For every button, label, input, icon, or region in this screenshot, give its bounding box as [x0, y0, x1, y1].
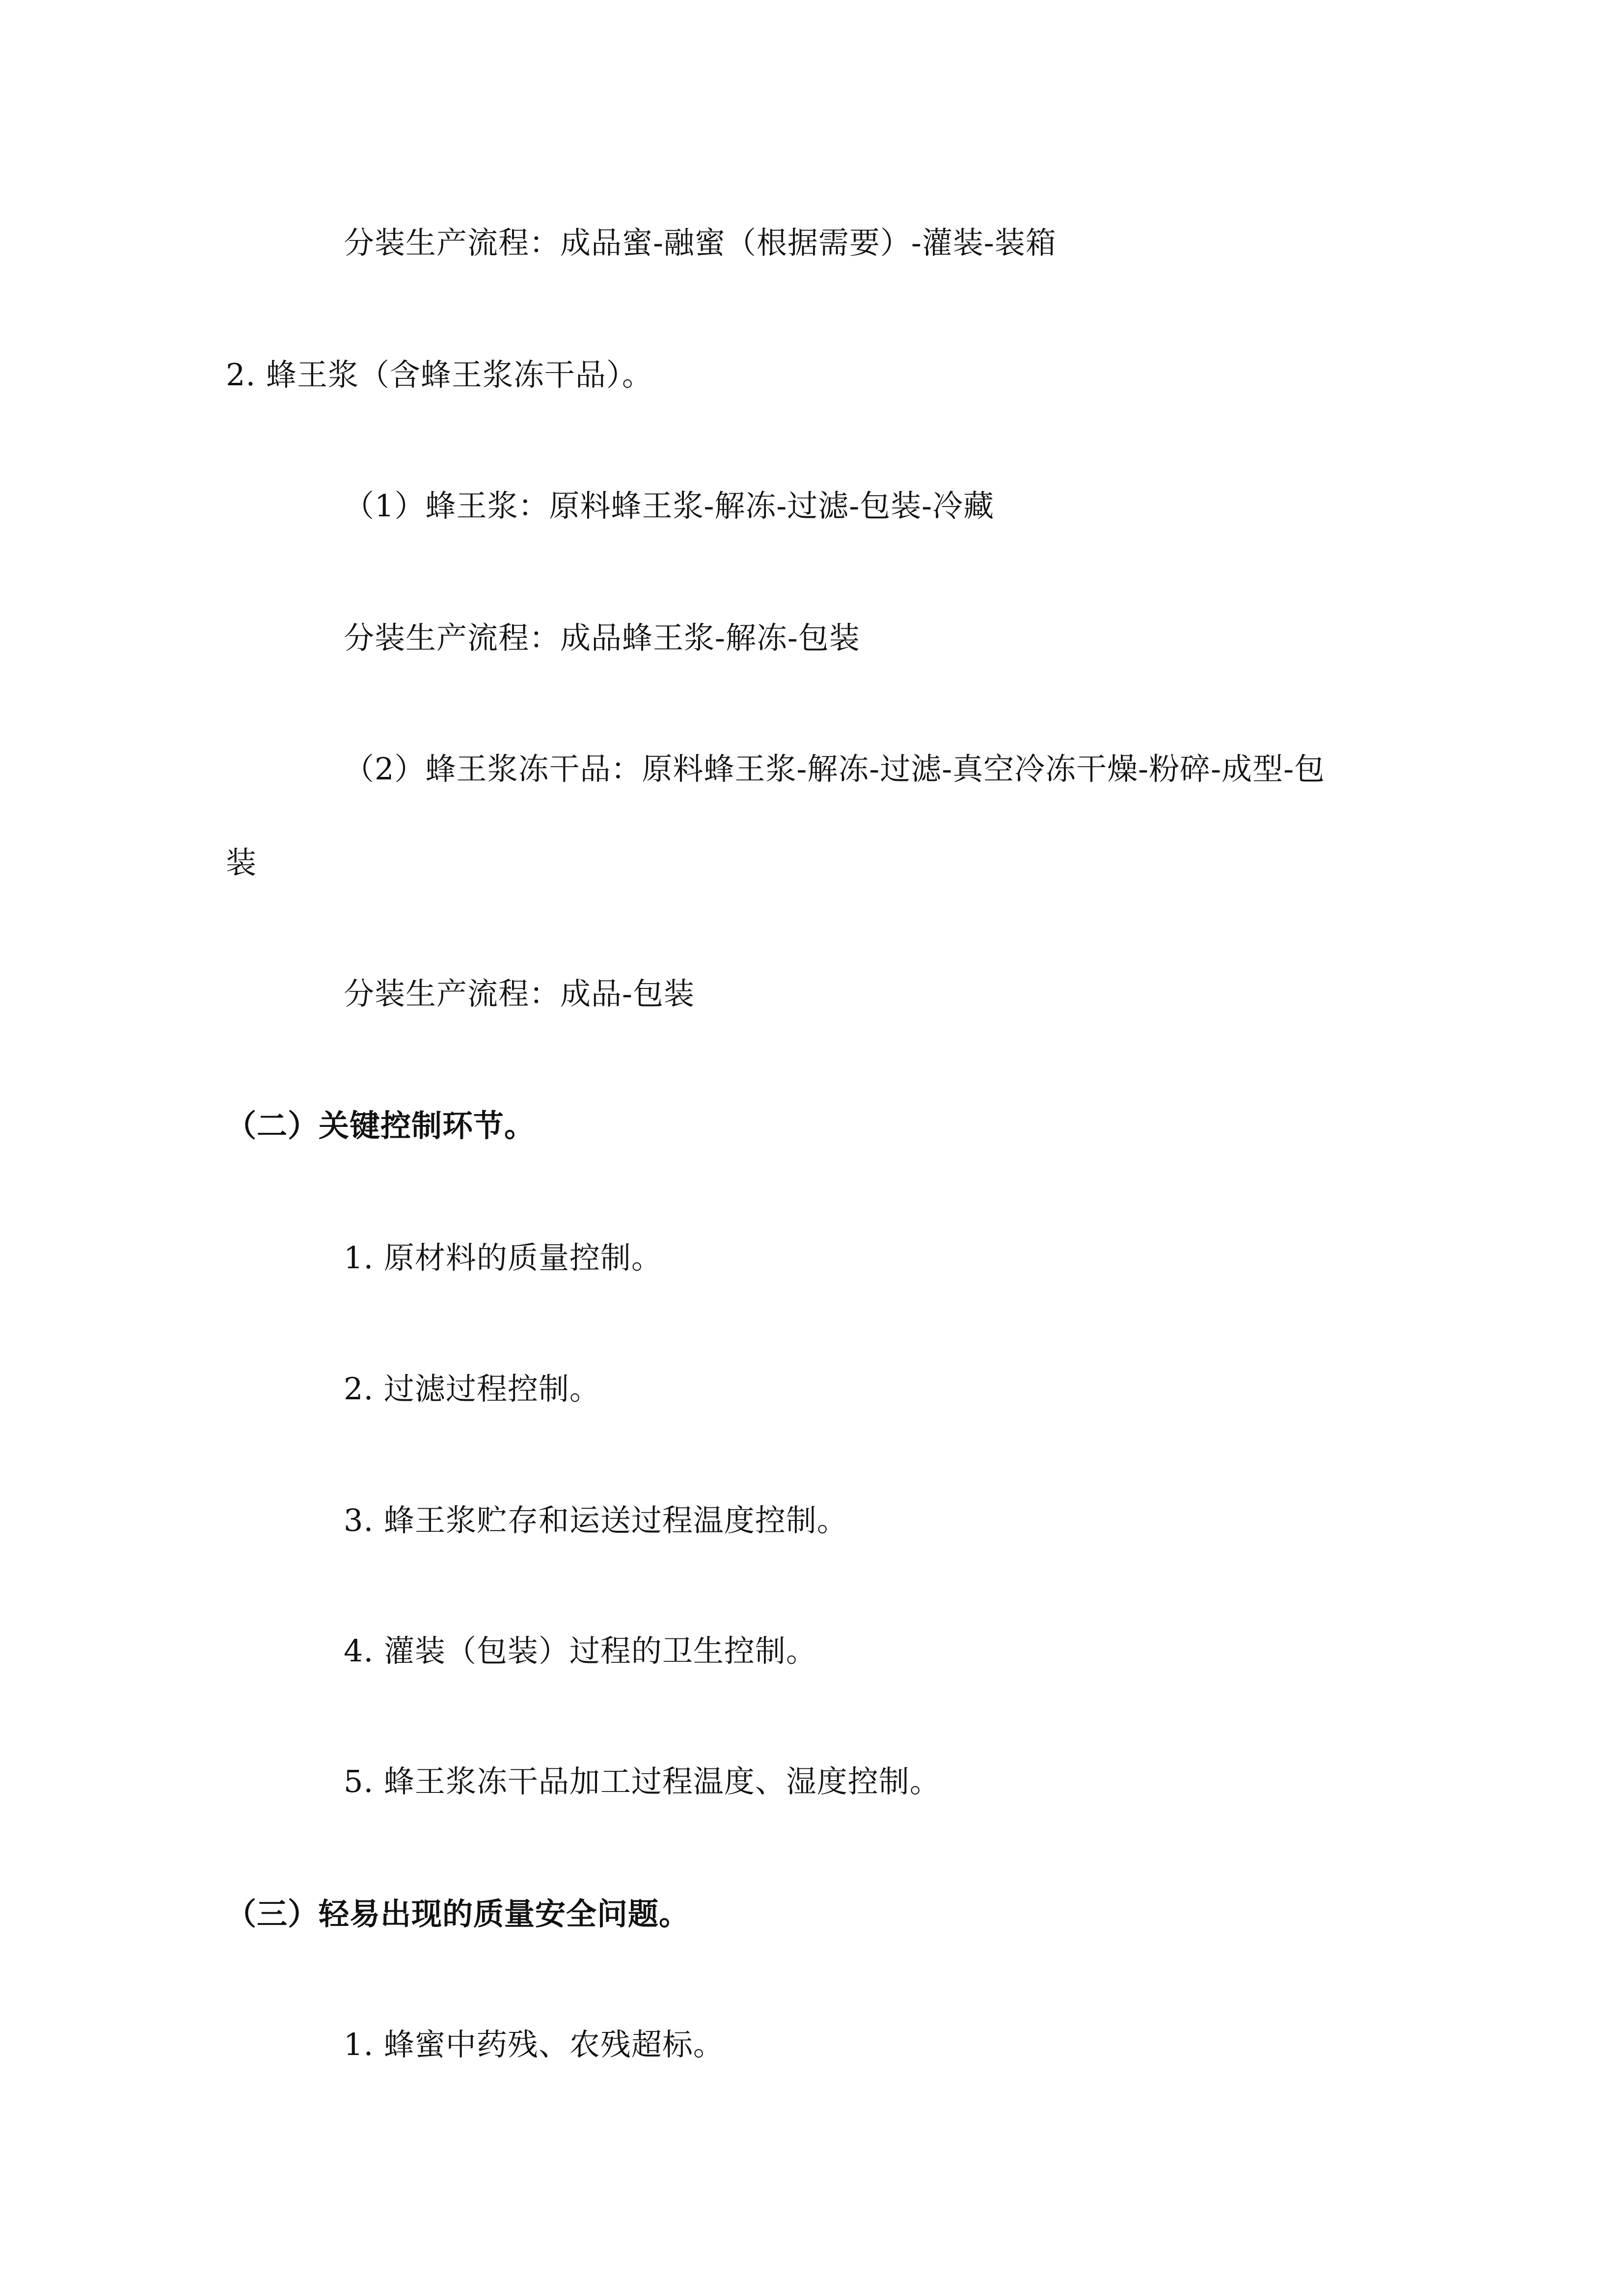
packaging-flow-honey: 分装生产流程：成品蜜-融蜜（根据需要）-灌装-装箱 — [344, 225, 1056, 261]
freeze-dried-process: （2）蜂王浆冻干品：原料蜂王浆-解冻-过滤-真空冷冻干燥-粉碎-成型-包 — [344, 751, 1326, 787]
packaging-flow-finished: 分装生产流程：成品-包装 — [344, 976, 695, 1012]
control-item-5: 5. 蜂王浆冻干品加工过程温度、湿度控制。 — [344, 1763, 941, 1799]
royal-jelly-process: （1）蜂王浆：原料蜂王浆-解冻-过滤-包装-冷藏 — [344, 488, 995, 524]
freeze-dried-process-continued: 装 — [226, 845, 257, 881]
section-heading-quality-issues: （三）轻易出现的质量安全问题。 — [226, 1896, 690, 1932]
control-item-4: 4. 灌装（包装）过程的卫生控制。 — [344, 1633, 817, 1669]
item-royal-jelly-heading: 2. 蜂王浆（含蜂王浆冻干品）。 — [226, 357, 653, 393]
control-item-1: 1. 原材料的质量控制。 — [344, 1240, 662, 1276]
packaging-flow-royal-jelly: 分装生产流程：成品蜂王浆-解冻-包装 — [344, 620, 860, 656]
control-item-2: 2. 过滤过程控制。 — [344, 1371, 600, 1407]
quality-issue-1: 1. 蜂蜜中药残、农残超标。 — [344, 2027, 724, 2062]
control-item-3: 3. 蜂王浆贮存和运送过程温度控制。 — [344, 1502, 848, 1538]
section-heading-key-controls: （二）关键控制环节。 — [226, 1108, 536, 1144]
